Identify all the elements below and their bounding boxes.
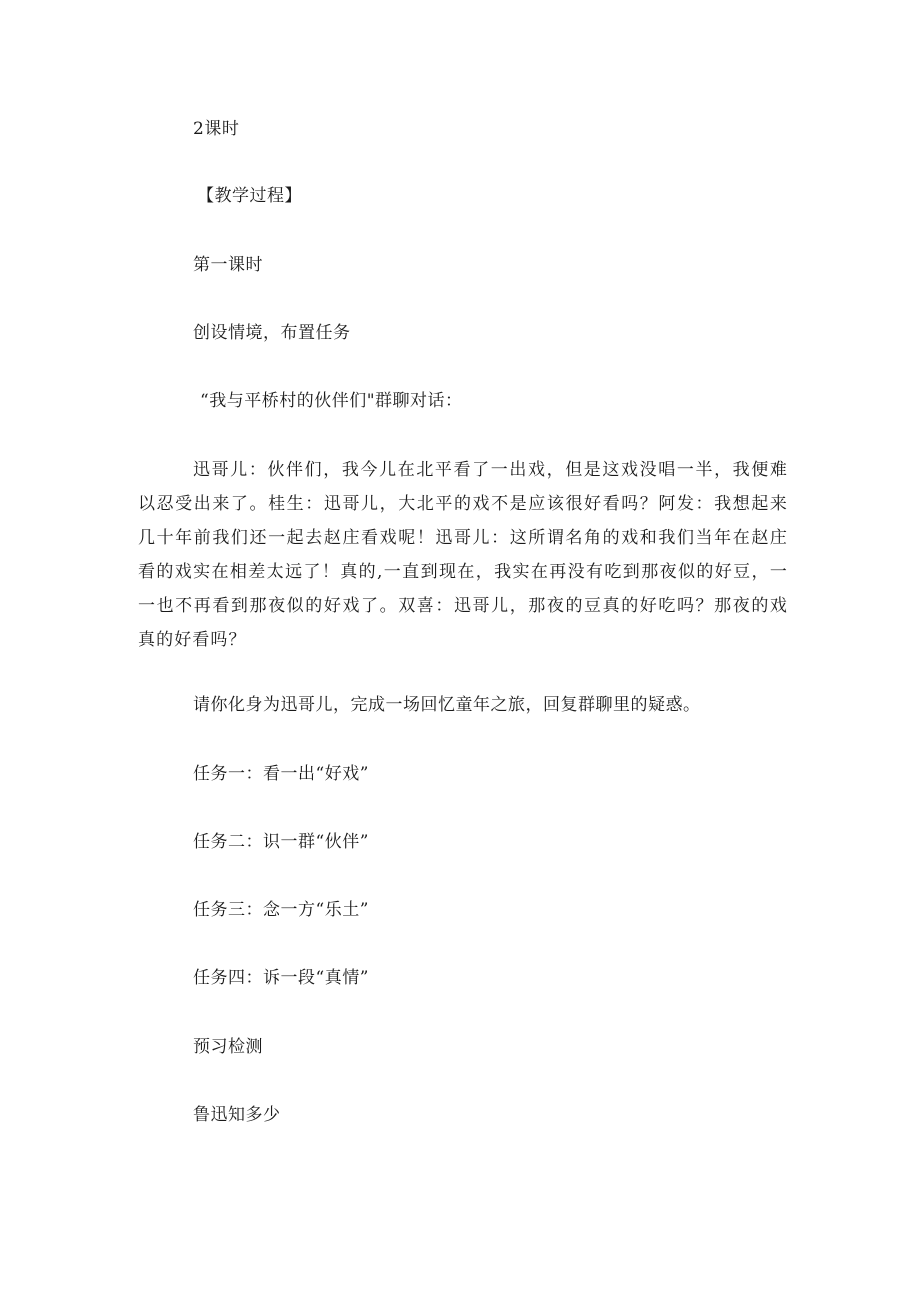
task-item: 任务二：识一群“伙伴”	[193, 832, 369, 852]
section-heading: 【教学过程】	[197, 186, 302, 206]
chat-paragraph: 迅哥儿：伙伴们，我今儿在北平看了一出戏，但是这戏没唱一半，我便难以忍受出来了。桂生：迅哥儿，大北平的戏不是应该很好看吗？阿发：我想起来几十年前我们还一起去赵庄看戏呢！迅哥儿：这所谓名角的戏和我们当年在赵庄看的戏实在相差太远了！真的,一直到现在，我实在再没有吃到那夜似的好豆，一一也不再看到那夜似的好戏了。双喜：迅哥儿，那夜的豆真的好吃吗？那夜的戏真的好看吗？	[138, 460, 788, 650]
lesson-hours: 2课时	[193, 119, 240, 139]
task-item: 任务三：念一方“乐土”	[193, 900, 369, 920]
instruction-text: 请你化身为迅哥儿，完成一场回忆童年之旅，回复群聊里的疑惑。	[193, 695, 701, 715]
preview-heading: 预习检测	[193, 1037, 263, 1057]
task-item: 任务一：看一出“好戏”	[193, 764, 369, 784]
scene-title: 创设情境，布置任务	[193, 323, 351, 343]
first-lesson-heading: 第一课时	[193, 255, 263, 275]
task-item: 任务四：诉一段“真情”	[193, 968, 369, 988]
luxun-heading: 鲁迅知多少	[193, 1105, 281, 1125]
group-chat-title: “我与平桥村的伙伴们"群聊对话：	[200, 391, 463, 411]
